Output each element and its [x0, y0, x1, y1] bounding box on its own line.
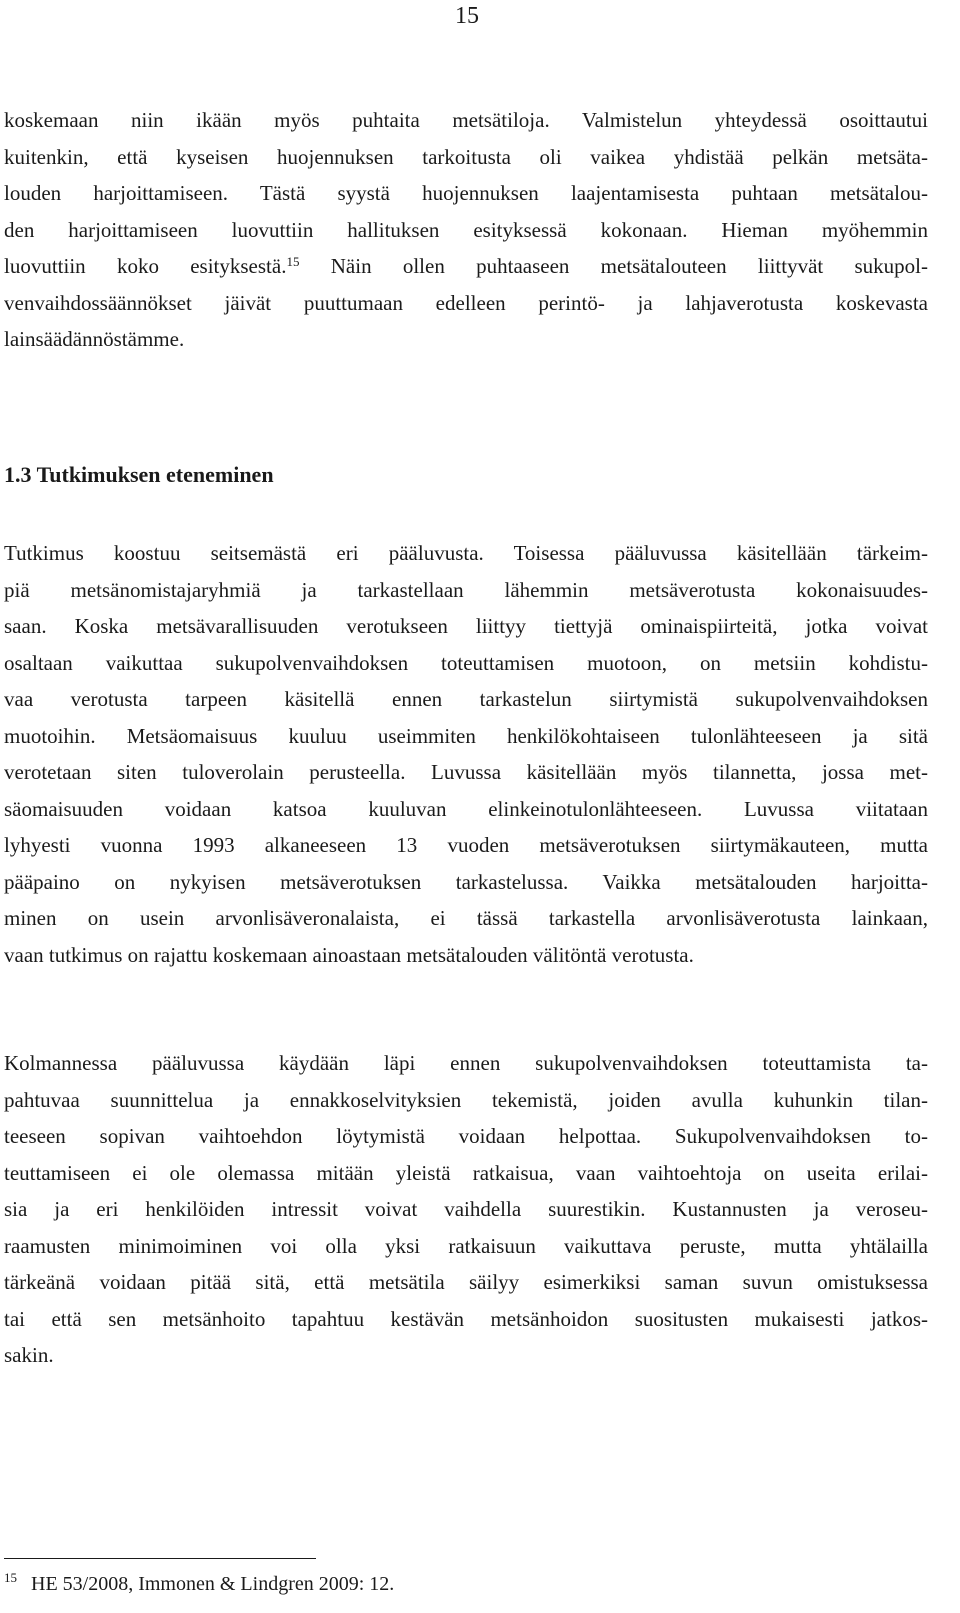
paragraph-1-line: koskemaan niin ikään myös puhtaita metsätiloja. Valmistelun yhteydessä osoittautui — [4, 108, 928, 132]
page-number: 15 — [455, 3, 479, 29]
paragraph-3-line: raamusten minimoiminen voi olla yksi ratkaisuun vaikuttava peruste, mutta yhtälailla — [4, 1233, 928, 1258]
footnote — [4, 1570, 394, 1600]
paragraph-1-line: den harjoittamiseen luovuttiin hallituksen esityksessä kokonaan. Hieman myöhemmin — [4, 217, 928, 242]
paragraph-2-line: lyhyesti vuonna 1993 alkaneeseen 13 vuoden metsäverotuksen siirtymäkauteen, mutta — [4, 833, 928, 857]
paragraph-2-line: piä metsänomistajaryhmiä ja tarkastellaan lähemmin metsäverotusta kokonaisuudes- — [4, 577, 928, 602]
paragraph-3-line: tai että sen metsänhoito tapahtuu kestävän metsänhoidon suositusten mukaisesti jatkos- — [4, 1306, 928, 1331]
paragraph-2-line: minen on usein arvonlisäveronalaista, ei tässä tarkastella arvonlisäverotusta lainkaan, — [4, 906, 928, 930]
paragraph-3-line: sakin. — [4, 1343, 54, 1367]
paragraph-1-line: lainsäädännöstämme. — [4, 327, 185, 351]
paragraph-2-line: vaan tutkimus on rajattu koskemaan ainoastaan metsätalouden välitöntä verotusta. — [4, 942, 694, 967]
paragraph-2-line: saan. Koska metsävarallisuuden verotukseen liittyy tiettyjä ominaispiirteitä, jotka voivat — [4, 614, 928, 638]
paragraph-1-line: kuitenkin, että kyseisen huojennuksen tarkoitusta oli vaikea yhdistää pelkän metsäta- — [4, 144, 928, 169]
paragraph-2 — [4, 535, 928, 973]
paragraph-3-line: teuttamiseen ei ole olemassa mitään yleistä ratkaisua, vaan vaihtoehtoja on useita erilai- — [4, 1160, 928, 1185]
footnote-divider — [4, 1558, 316, 1559]
paragraph-2-line: säomaisuuden voidaan katsoa kuuluvan elinkeinotulonlähteeseen. Luvussa viitataan — [4, 796, 928, 821]
footnote-reference: 15 — [286, 254, 300, 269]
section-heading: 1.3 Tutkimuksen eteneminen — [4, 462, 274, 487]
paragraph-3-line: pahtuvaa suunnittelua ja ennakkoselvityksien tekemistä, joiden avulla kuhunkin tilan- — [4, 1087, 928, 1112]
paragraph-3-line: teeseen sopivan vaihtoehdon löytymistä voidaan helpottaa. Sukupolvenvaihdoksen to- — [4, 1124, 928, 1148]
paragraph-2-line: vaa verotusta tarpeen käsitellä ennen tarkastelun siirtymistä sukupolvenvaihdoksen — [4, 687, 928, 711]
paragraph-2-line: verotetaan siten tuloverolain perusteella. Luvussa käsitellään myös tilannetta, jossa met- — [4, 760, 928, 784]
paragraph-3-line: Kolmannessa pääluvussa käydään läpi ennen sukupolvenvaihdoksen toteuttamista ta- — [4, 1051, 928, 1075]
paragraph-2-line: Tutkimus koostuu seitsemästä eri pääluvusta. Toisessa pääluvussa käsitellään tärkeim- — [4, 541, 928, 565]
paragraph-3-line: sia ja eri henkilöiden intressit voivat vaihdella suurestikin. Kustannusten ja veroseu- — [4, 1197, 928, 1221]
footnote-mark: 15 — [4, 1570, 17, 1585]
paragraph-3-line: tärkeänä voidaan pitää sitä, että metsätila säilyy esimerkiksi saman suvun omistuksessa — [4, 1270, 928, 1294]
paragraph-2-line: pääpaino on nykyisen metsäverotuksen tarkastelussa. Vaikka metsätalouden harjoitta- — [4, 869, 928, 894]
footnote-text: HE 53/2008, Immonen & Lindgren 2009: 12. — [31, 1573, 395, 1595]
paragraph-1-line: louden harjoittamiseen. Tästä syystä huojennuksen laajentamisesta puhtaan metsätalou- — [4, 181, 928, 205]
paragraph-1-line-with-footnote — [4, 248, 928, 285]
paragraph-3 — [4, 1045, 928, 1374]
line-text: luovuttiin koko esityksestä. — [4, 254, 287, 278]
paragraph-1-line: venvaihdossäännökset jäivät puuttumaan edelleen perintö- ja lahjaverotusta koskevasta — [4, 290, 928, 315]
paragraph-1 — [4, 102, 928, 358]
paragraph-2-line: osaltaan vaikuttaa sukupolvenvaihdoksen toteuttamisen muotoon, on metsiin kohdistu- — [4, 650, 928, 675]
line-text: Näin ollen puhtaaseen metsätalouteen liittyvät sukupol- — [299, 254, 928, 278]
paragraph-2-line: muotoihin. Metsäomaisuus kuuluu useimmiten henkilökohtaiseen tulonlähteeseen ja sitä — [4, 723, 928, 748]
